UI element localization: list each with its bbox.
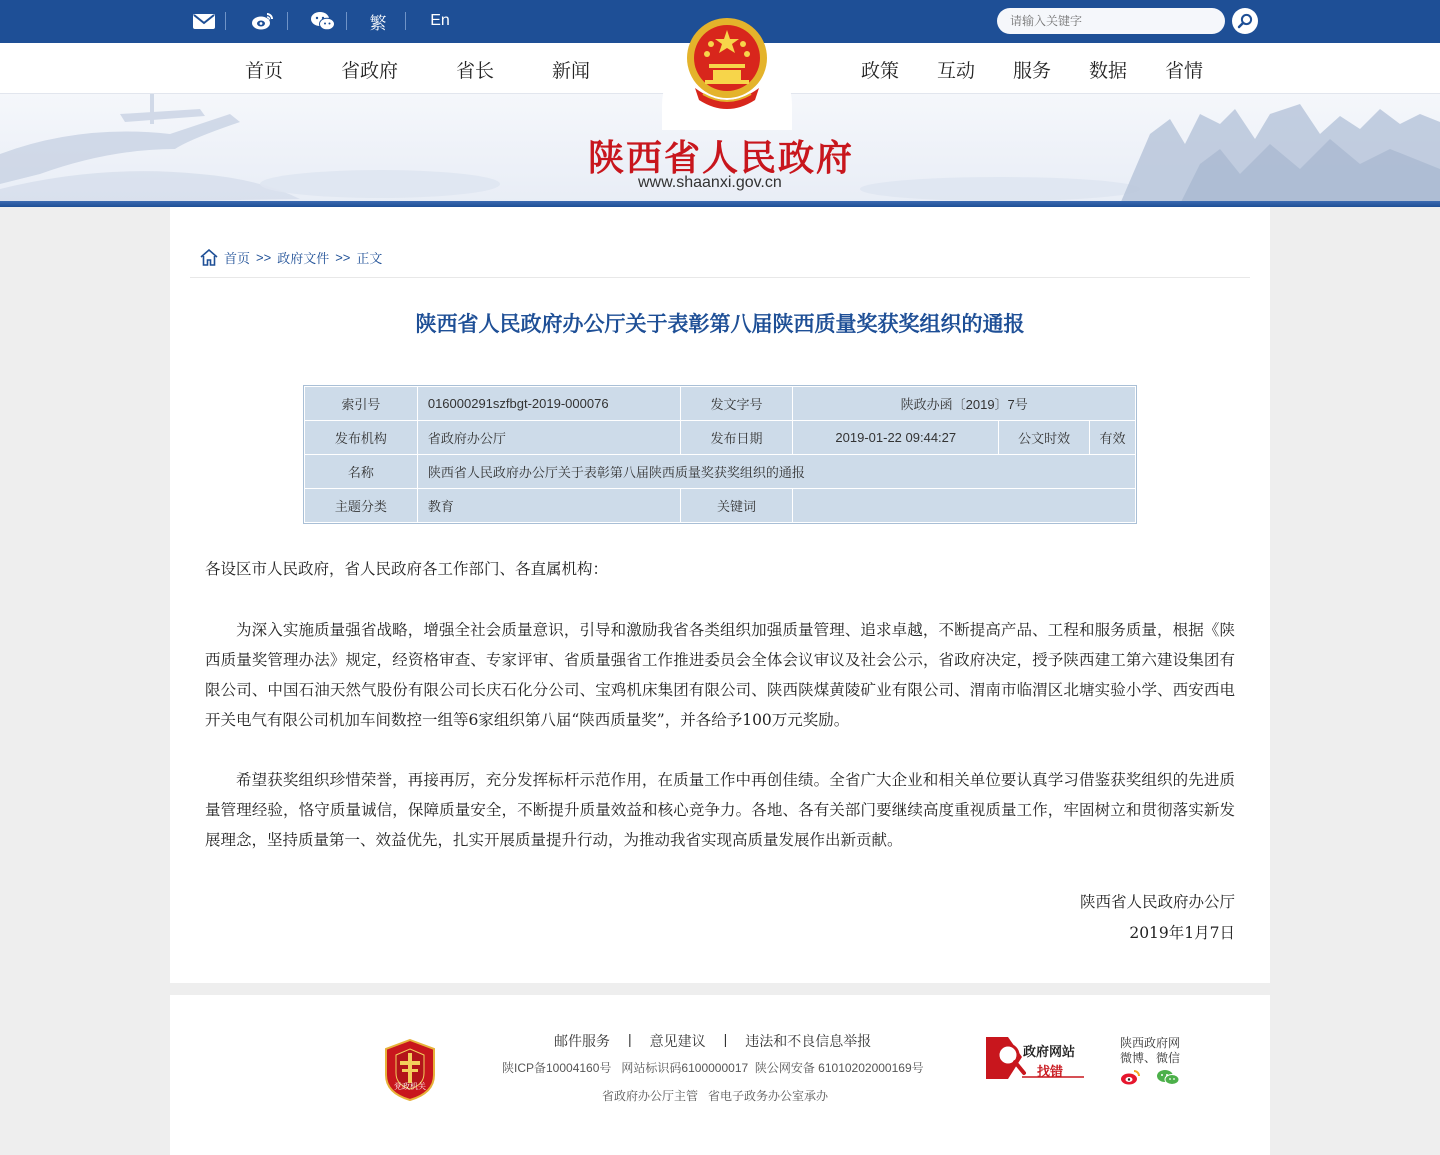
- name-value: 陕西省人民政府办公厅关于表彰第八届陕西质量奖获奖组织的通报: [417, 455, 1135, 489]
- footer-divider: |: [628, 1031, 632, 1047]
- keywords-value: [793, 489, 1136, 523]
- operator-organization: 省电子政务办公室承办: [708, 1089, 829, 1103]
- breadcrumb-separator: >>: [335, 250, 351, 265]
- footer-registration-line: [502, 1059, 924, 1076]
- signature-organization: 陕西省人民政府办公厅: [1079, 893, 1235, 911]
- social-title: 陕西政府网: [1120, 1036, 1181, 1050]
- salutation: 各设区市人民政府，省人民政府各工作部门、各直属机构：: [205, 560, 609, 578]
- national-emblem-icon: [683, 14, 771, 114]
- breadcrumb-government-documents[interactable]: 政府文件: [277, 251, 330, 266]
- nav-services[interactable]: 服务: [1013, 60, 1052, 82]
- home-icon: [200, 249, 218, 266]
- footer-link-report[interactable]: 违法和不良信息举报: [745, 1033, 872, 1049]
- breadcrumb-home[interactable]: 首页: [224, 251, 251, 266]
- error-badge-action: 找错: [1037, 1065, 1064, 1080]
- nav-interaction[interactable]: 互动: [937, 60, 976, 82]
- breadcrumb: [200, 248, 382, 267]
- topic-label: 主题分类: [305, 489, 418, 523]
- search-input[interactable]: [997, 8, 1225, 34]
- host-organization: 省政府办公厅主管: [602, 1089, 699, 1103]
- social-accounts: [1120, 1036, 1180, 1085]
- publish-date-value: 2019-01-22 09:44:27: [793, 421, 999, 455]
- weibo-icon[interactable]: [1120, 1069, 1142, 1085]
- publisher-value: 省政府办公厅: [417, 421, 680, 455]
- nav-provincial-government[interactable]: 省政府: [341, 60, 399, 82]
- validity-value: 有效: [1090, 421, 1136, 455]
- site-title[interactable]: 陕西省人民政府: [588, 137, 855, 179]
- police-record[interactable]: 陕公网安备 61010202000169号: [754, 1061, 924, 1075]
- publish-date-label: 发布日期: [680, 421, 793, 455]
- document-number-label: 发文字号: [680, 387, 793, 421]
- weibo-icon[interactable]: [250, 9, 276, 33]
- search-icon: [1237, 13, 1253, 29]
- wechat-icon[interactable]: [1156, 1069, 1180, 1085]
- error-badge-title: 政府网站: [1023, 1045, 1076, 1060]
- nav-province-info[interactable]: 省情: [1165, 60, 1204, 82]
- paragraph-2: 希望获奖组织珍惜荣誉，再接再厉，充分发挥标杆示范作用，在质量工作中再创佳绩。全省广大企业和相关单位要认真学习借鉴获奖组织的先进质量管理经验，恪守质量诚信，保障质量安全，不断提升质量效益和核心竞争力。各地、各有关部门要继续高度重视质量工作，牢固树立和贯彻落实新发展理念，坚持质量第一、效益优先，扎实开展质量提升行动，为推动我省实现高质量发展作出新贡献。: [205, 771, 1235, 849]
- nav-policy[interactable]: 政策: [861, 60, 900, 82]
- nav-home[interactable]: 首页: [245, 60, 284, 82]
- publisher-label: 发布机构: [305, 421, 418, 455]
- paragraph-1: 为深入实施质量强省战略，增强全社会质量意识，引导和激励我省各类组织加强质量管理、追求卓越，不断提高产品、工程和服务质量，根据《陕西质量奖管理办法》规定，经资格审查、专家评审、省质量强省工作推进委员会全体会议审议及社会公示，省政府决定，授予陕西建工第六建设集团有限公司、中国石油天然气股份有限公司长庆石化分公司、宝鸡机床集团有限公司、陕西陕煤黄陵矿业有限公司、渭南市临渭区北塘实验小学、西安西电开关电气有限公司机加车间数控一组等6家组织第八届“陕西质量奖”，并各给予100万元奖励。: [205, 621, 1235, 729]
- nav-news[interactable]: 新闻: [552, 60, 591, 82]
- index-label: 索引号: [305, 387, 418, 421]
- footer-divider: |: [723, 1031, 728, 1047]
- document-number-value: 陕政办函〔2019〕7号: [793, 387, 1136, 421]
- table-row: [305, 455, 1136, 489]
- icp-number[interactable]: 陕ICP备10004160号: [502, 1061, 612, 1075]
- breadcrumb-divider: [190, 277, 1250, 278]
- traditional-chinese-toggle[interactable]: 繁: [369, 13, 387, 34]
- breadcrumb-current[interactable]: 正文: [356, 251, 383, 266]
- name-label: 名称: [305, 455, 418, 489]
- search-button[interactable]: [1232, 8, 1258, 34]
- party-government-badge-icon[interactable]: [384, 1039, 436, 1101]
- nav-data[interactable]: 数据: [1089, 60, 1128, 82]
- nav-governor[interactable]: 省长: [456, 60, 495, 82]
- footer-host-line: [602, 1087, 828, 1104]
- table-row: [305, 387, 1136, 421]
- party-badge-text: 党政机关: [394, 1082, 426, 1091]
- keywords-label: 关键词: [680, 489, 793, 523]
- government-site-error-report-button[interactable]: [986, 1035, 1086, 1081]
- topic-value: 教育: [417, 489, 680, 523]
- site-id: 网站标识码6100000017: [621, 1061, 749, 1075]
- document-title: 陕西省人民政府办公厅关于表彰第八届陕西质量奖获奖组织的通报: [415, 312, 1025, 336]
- social-subtitle: 微博、微信: [1120, 1051, 1181, 1065]
- signature-date: 2019年1月7日: [1129, 924, 1235, 942]
- english-toggle[interactable]: En: [430, 12, 450, 29]
- mail-icon[interactable]: [191, 9, 217, 33]
- document-metadata-table: [304, 386, 1136, 523]
- footer-link-feedback[interactable]: 意见建议: [649, 1033, 706, 1049]
- footer-links: [554, 1031, 871, 1051]
- index-value: 016000291szfbgt-2019-000076: [417, 387, 680, 421]
- wechat-icon[interactable]: [309, 9, 337, 33]
- validity-label: 公文时效: [999, 421, 1090, 455]
- table-row: [305, 421, 1136, 455]
- table-row: [305, 489, 1136, 523]
- footer-link-mail[interactable]: 邮件服务: [554, 1033, 610, 1049]
- breadcrumb-separator: >>: [256, 250, 272, 265]
- site-url[interactable]: www.shaanxi.gov.cn: [638, 174, 782, 191]
